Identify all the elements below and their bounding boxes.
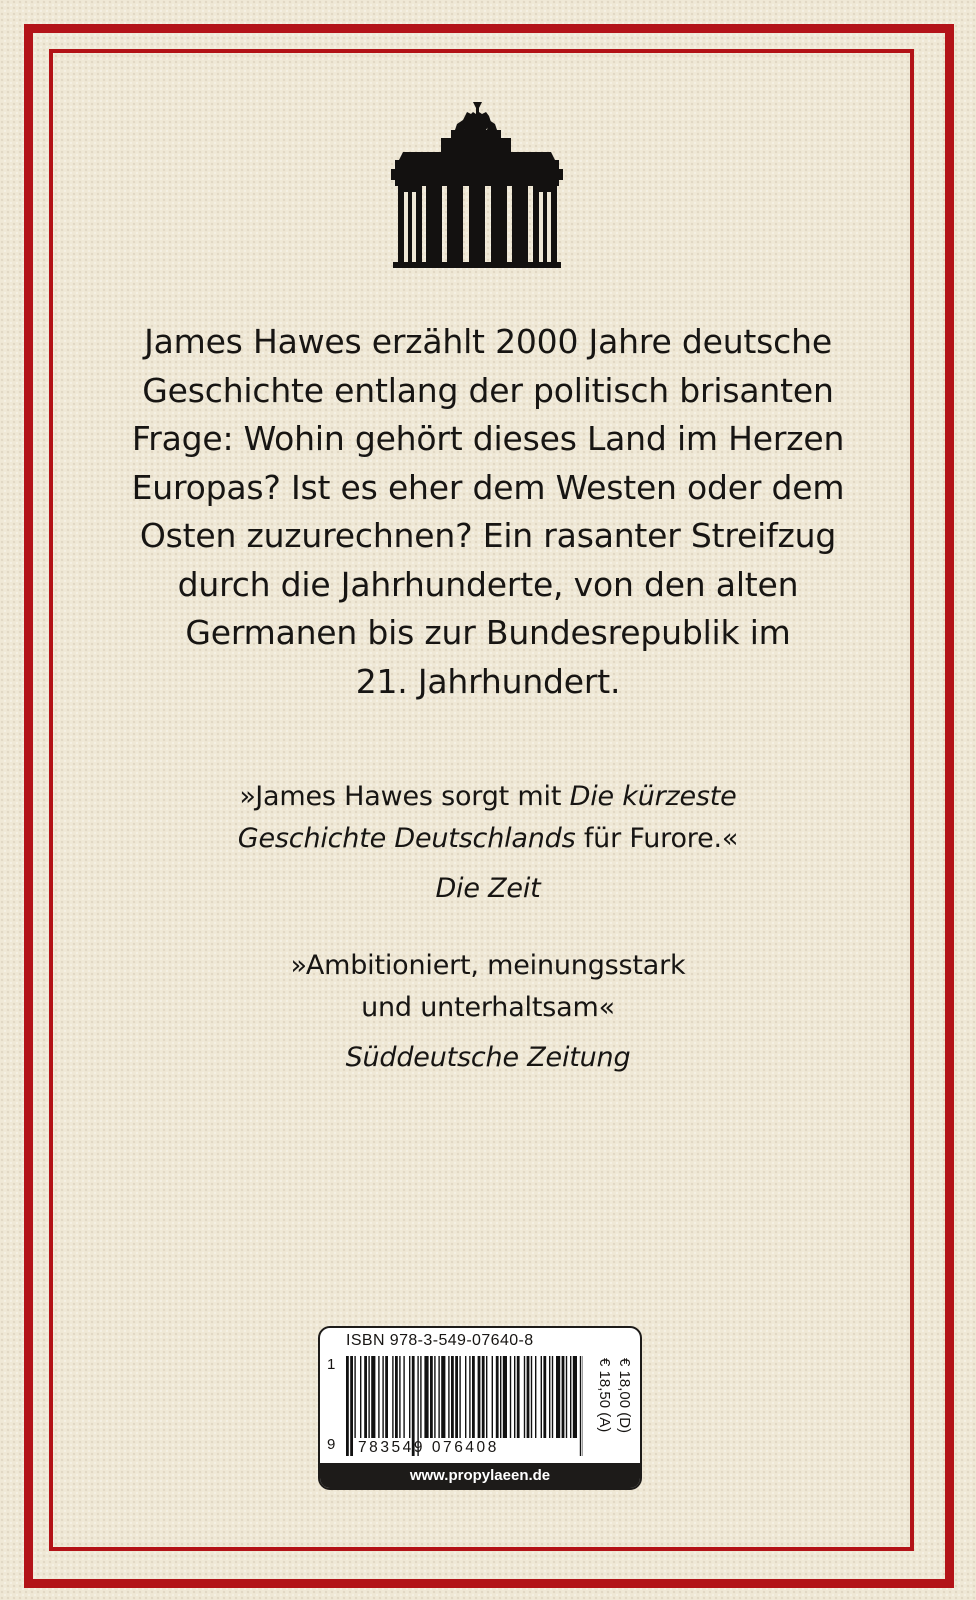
barcode-stripe <box>451 1356 454 1438</box>
blurb-line: James Hawes erzählt 2000 Jahre deutsche <box>144 322 832 361</box>
blurb-text <box>120 318 856 706</box>
barcode-stripe <box>566 1356 567 1438</box>
quote-source: Die Zeit <box>435 873 541 904</box>
barcode-stripe <box>580 1356 581 1456</box>
barcode-stripe <box>378 1356 379 1438</box>
barcode-stripe <box>535 1356 536 1438</box>
barcode-stripe <box>496 1356 499 1438</box>
barcode-digit-top: 1 <box>327 1356 336 1373</box>
barcode-stripe <box>552 1356 553 1438</box>
barcode-stripe <box>441 1356 445 1438</box>
barcode-stripe <box>524 1356 525 1438</box>
barcode-stripe <box>465 1356 466 1438</box>
barcode-stripe <box>469 1356 470 1438</box>
blurb-line: Germanen bis zur Bundesrepublik im <box>185 613 791 652</box>
barcode-stripe <box>395 1356 398 1438</box>
barcode-stripe <box>517 1356 520 1438</box>
barcode-stripe <box>500 1356 501 1438</box>
blurb-line: durch die Jahrhunderte, von den alten <box>177 564 799 604</box>
brandenburg-gate-icon <box>383 100 583 270</box>
barcode-stripe <box>368 1356 369 1438</box>
barcode-stripe <box>354 1356 355 1438</box>
blurb-line: Europas? Ist es eher dem Westen oder dem <box>131 467 845 507</box>
barcode-stripe <box>420 1356 421 1438</box>
quote-source: Süddeutsche Zeitung <box>345 1042 631 1073</box>
barcode-stripe <box>459 1356 460 1438</box>
barcode-stripe <box>541 1356 542 1438</box>
quote-line <box>150 776 826 818</box>
quote-line: »Ambitioniert, meinungsstark <box>290 950 686 981</box>
price-germany: € 18,00 (D) <box>616 1358 633 1434</box>
barcode-stripe <box>382 1356 383 1438</box>
barcode-stripe <box>486 1356 487 1438</box>
barcode-stripe <box>424 1356 428 1438</box>
barcode-stripe <box>346 1356 349 1456</box>
blurb-line: Osten zuzurechnen? Ein rasanter Streifzug <box>139 516 837 555</box>
barcode-stripe <box>392 1356 393 1438</box>
publisher-website: www.propylaeen.de <box>320 1463 640 1488</box>
blurb-line: Frage: Wohin gehört dieses Land im Herzen <box>131 419 845 458</box>
barcode-stripe <box>514 1356 515 1438</box>
barcode-stripe <box>527 1356 530 1438</box>
barcode-stripe <box>409 1356 410 1438</box>
barcode-stripe <box>438 1356 439 1438</box>
quote-open: »James Hawes sorgt mit <box>239 781 570 812</box>
barcode-stripe <box>360 1356 361 1438</box>
barcode-stripe <box>531 1356 532 1438</box>
barcode-stripe <box>562 1356 565 1438</box>
price-austria: € 18,50 (A) <box>596 1358 613 1433</box>
press-quote-die-zeit <box>150 776 826 910</box>
barcode-stripe <box>472 1356 475 1438</box>
barcode-stripe <box>448 1356 449 1438</box>
barcode-stripe <box>549 1356 550 1438</box>
blurb-line: 21. Jahrhundert. <box>355 661 621 701</box>
barcode-stripe <box>492 1356 493 1438</box>
quote-close: für Furore.« <box>575 823 739 854</box>
barcode-stripe <box>371 1356 375 1438</box>
blurb-line: Geschichte entlang der politisch brisanten <box>142 370 834 410</box>
isbn-number: ISBN 978-3-549-07640-8 <box>346 1332 534 1349</box>
quote-line: und unterhaltsam« <box>361 992 615 1023</box>
barcode-stripe <box>503 1356 507 1438</box>
barcode-stripe <box>385 1356 388 1438</box>
barcode-stripe <box>434 1356 435 1438</box>
book-title-part: Die kürzeste <box>569 781 737 812</box>
barcode-digits: 783549 076408 <box>358 1439 499 1456</box>
barcode-stripe <box>482 1356 485 1438</box>
book-title-part: Geschichte Deutschlands <box>237 823 576 854</box>
barcode-stripe <box>543 1356 546 1438</box>
barcode-stripe <box>455 1356 458 1438</box>
barcode-stripe <box>573 1356 577 1438</box>
barcode-stripe <box>364 1356 367 1438</box>
quote-line <box>150 818 826 860</box>
barcode-stripe <box>556 1356 560 1438</box>
barcode-stripe <box>430 1356 433 1438</box>
barcode-stripe <box>510 1356 511 1438</box>
barcode-stripe <box>478 1356 481 1438</box>
barcode-stripe <box>403 1356 404 1438</box>
barcode-stripe <box>350 1356 353 1456</box>
barcode-label <box>318 1326 642 1490</box>
barcode-stripe <box>570 1356 571 1438</box>
barcode-digit-bottom: 9 <box>327 1436 336 1453</box>
press-quote-sueddeutsche <box>150 945 826 1079</box>
barcode-stripe <box>399 1356 400 1438</box>
